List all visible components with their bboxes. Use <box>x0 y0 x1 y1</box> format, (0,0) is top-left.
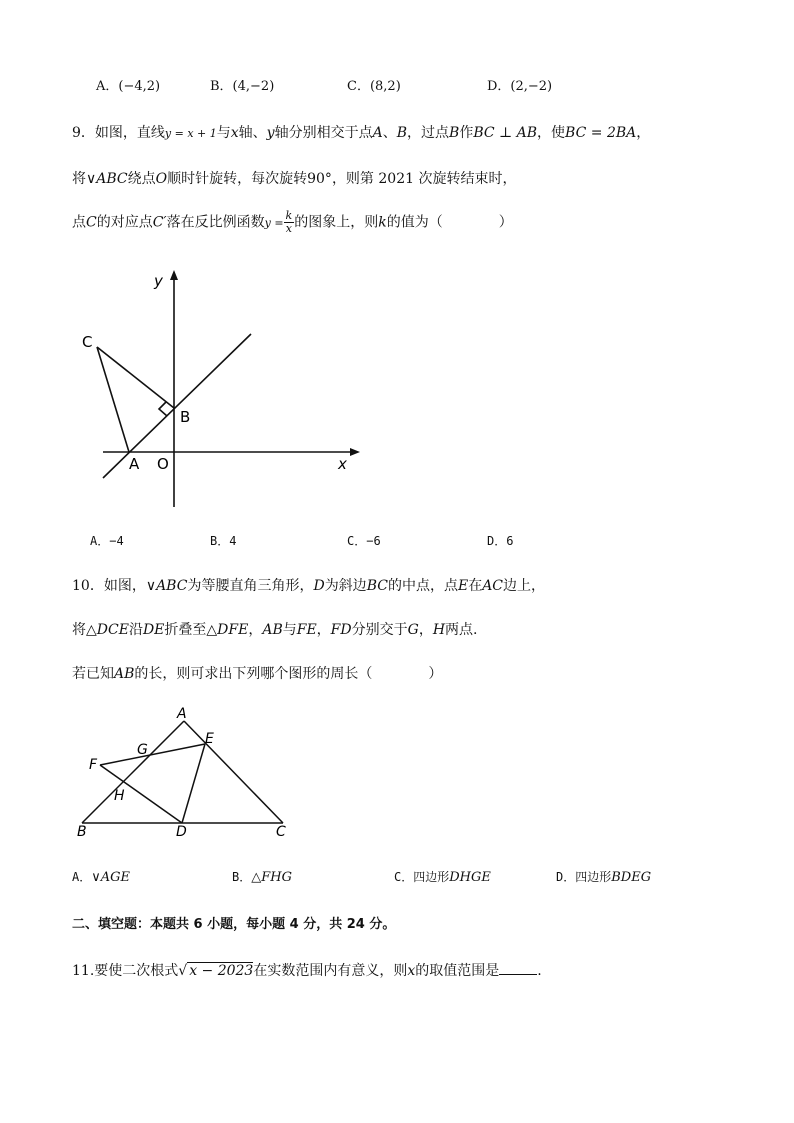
q9-line-2: 将∨ABC绕点O顺时针旋转，每次旋转90°，则第 2021 次旋转结束时， <box>72 171 517 187</box>
label-c: C <box>82 333 93 351</box>
label-y: y <box>154 272 163 290</box>
q8-option-a: A．(−4,2) <box>96 79 161 94</box>
segment-ca <box>97 347 129 452</box>
label-e: E <box>205 731 214 747</box>
label-d: D <box>176 824 187 840</box>
label-f: F <box>89 757 98 773</box>
segment-ba <box>82 721 184 823</box>
q10-option-c: C．四边形DHGE <box>394 870 491 885</box>
fraction-k-over-x: $\frac{k}{x}$ <box>285 209 293 235</box>
q10-line-2: 将△DCE沿DE折叠至△DFE，AB与FE，FD分别交于G，H两点. <box>72 622 478 638</box>
segment-de <box>182 744 205 823</box>
segment-bc <box>97 347 174 408</box>
y-axis-arrow <box>170 270 178 280</box>
section-2-heading: 二、填空题：本题共 6 小题，每小题 4 分，共 24 分。 <box>72 917 396 932</box>
label-g: G <box>137 742 148 758</box>
q8-option-b: B．(4,−2) <box>210 79 275 94</box>
label-a: A <box>177 706 187 722</box>
q11-line: 11.要使二次根式√ x − 2023在实数范围内有意义，则x的取值范围是 . <box>72 963 542 979</box>
q10-line-1: 10．如图，∨ABC为等腰直角三角形，D为斜边BC的中点，点E在AC边上， <box>72 578 546 594</box>
segment-fe <box>100 744 205 765</box>
q8-option-d: D．(2,−2) <box>487 79 553 94</box>
answer-blank[interactable] <box>499 962 537 975</box>
line-y-x-plus-1 <box>103 334 251 478</box>
sqrt-symbol: √ <box>178 963 188 979</box>
label-o: O <box>157 455 169 473</box>
label-b: B <box>180 408 191 426</box>
radicand: x − 2023 <box>189 963 254 979</box>
q10-option-d: D．四边形BDEG <box>556 870 652 885</box>
label-h: H <box>114 788 125 804</box>
q9-option-a: A．−4 <box>90 534 124 548</box>
right-angle-mark <box>159 402 167 416</box>
q10-option-a: A．∨AGE <box>72 870 131 885</box>
q10-line-3: 若已知AB的长，则可求出下列哪个图形的周长（ ） <box>72 666 443 682</box>
label-a: A <box>129 455 140 473</box>
segment-ac <box>184 721 283 823</box>
q9-option-b: B．4 <box>210 534 237 548</box>
q9-line-1: 9．如图，直线y = x + 1与x轴、y轴分别相交于点A、B，过点B作BC ⊥ AB，使BC = 2BA， <box>72 125 651 141</box>
q9-option-c: C．−6 <box>347 534 381 548</box>
x-axis-arrow <box>350 448 360 456</box>
segment-fd <box>100 765 182 823</box>
q8-option-c: C．(8,2) <box>347 79 401 94</box>
label-c: C <box>276 824 286 840</box>
q9-option-d: D．6 <box>487 534 514 548</box>
label-b: B <box>77 824 87 840</box>
label-x: x <box>338 455 347 473</box>
q9-line-3: 点C的对应点C′落在反比例函数y = $\frac{k}{x}$ 的图象上，则k的值为（ ） <box>72 209 513 235</box>
q10-option-b: B．△FHG <box>232 870 292 885</box>
